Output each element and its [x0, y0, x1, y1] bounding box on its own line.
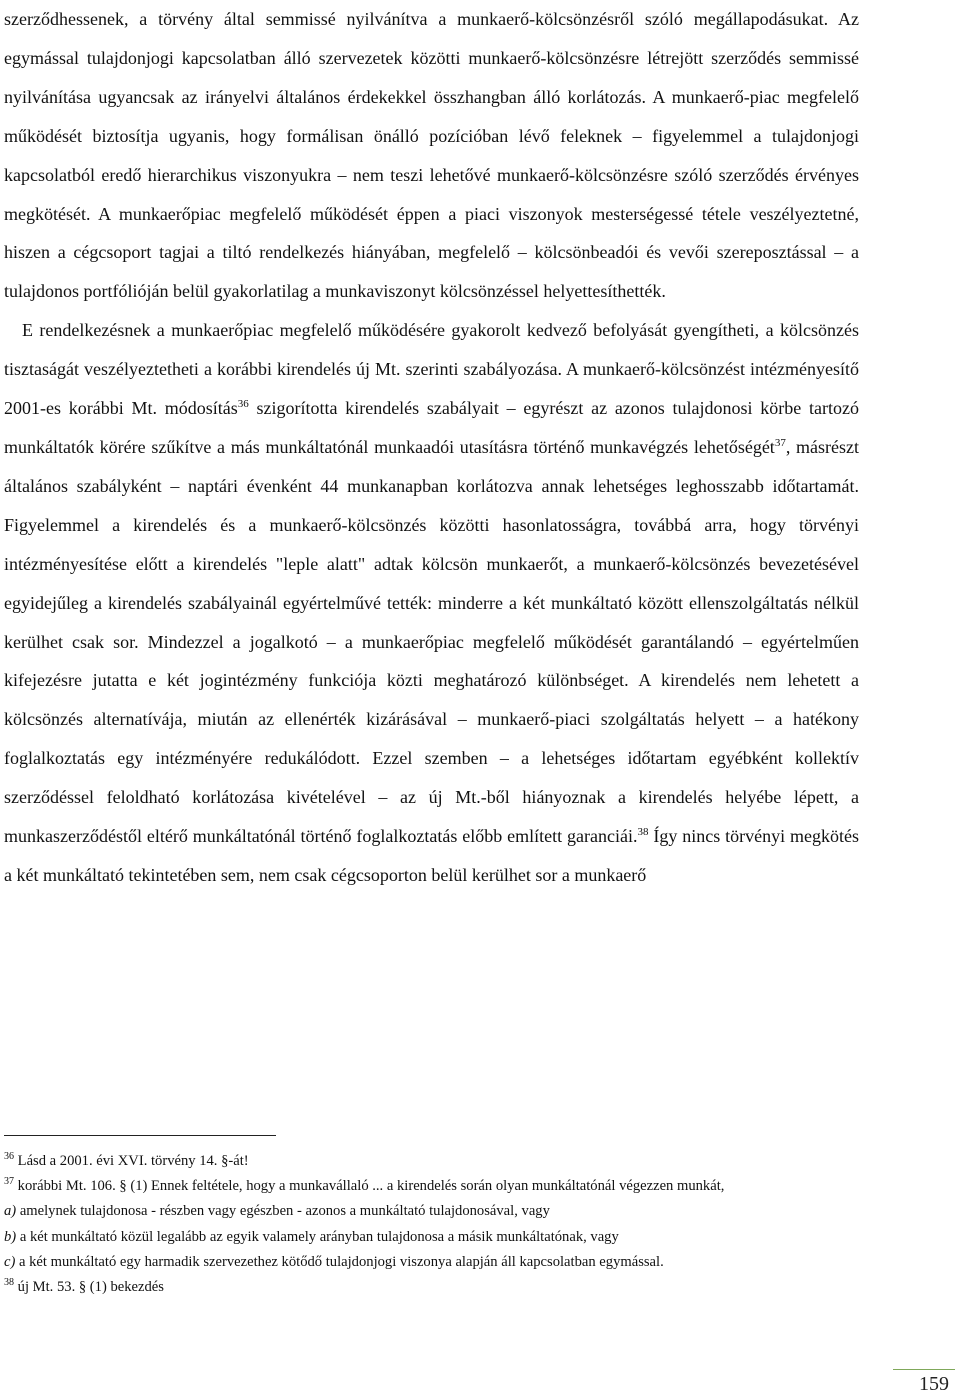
footnote-37-item-b: [4, 1225, 859, 1250]
footnote-ref-36[interactable]: 36: [237, 398, 249, 411]
footnote-number: 36: [4, 1151, 14, 1162]
item-label: a): [4, 1203, 17, 1220]
item-text: a két munkáltató egy harmadik szervezethez kötődő tulajdonjogi viszonya alapján áll kapcsolatban egymással.: [15, 1253, 664, 1270]
page-number: 159: [919, 1373, 949, 1395]
footnote-number: 37: [4, 1176, 14, 1188]
item-text: amelynek tulajdonosa - részben vagy egészben - azonos a munkáltató tulajdonosával, vagy: [16, 1203, 550, 1220]
footnote-ref-38[interactable]: 38: [637, 826, 649, 839]
paragraph-2-text-3: , másrészt általános szabályként – naptári évenként 44 munkanapban korlátozva annak lehetséges leghosszabb időtartamát. Figyelemmel a kirendelés és a munkaerő-kölcsönzés közötti hasonlatosságra, továbbá arra, hogy törvényi intézményesítése előtt a kirendelés "leple alatt" adtak kölcsön munkaerőt, a munkaerő-kölcsönzés bevezetésével egyidejűleg a kirendelés szabályainál egyértelművé tették: minderre a két munkáltató között ellenszolgáltatás nélkül kerülhet csak sor. Mindezzel a jogalkotó – a munkaerőpiac megfelelő működését garantálandó – egyértelműen kifejezésre jutatta e két jogintézmény funkciója közti meghatározó különbséget. A kirendelés nem lehetett a kölcsönzés alternatívája, miután az ellenérték kizárásával – munkaerő-piaci szolgáltatás helyett – a hatékony foglalkoztatás egy intézményére redukálódott. Ezzel szemben – a lehetséges időtartam egyébként kollektív szerződéssel feloldható korlátozása kivételével – az új Mt.-ből hiányoznak a kirendelés helyébe lépett, a munkaszerződéstől eltérő munkáltatónál történő foglalkoztatás előbb említett garanciái.: [4, 436, 859, 847]
paragraph-2: [4, 311, 859, 895]
footnote-text: új Mt. 53. § (1) bekezdés: [14, 1279, 164, 1296]
item-label: b): [4, 1228, 17, 1245]
footnote-36: [4, 1149, 859, 1174]
footnotes: [4, 1149, 859, 1300]
paragraph-1: [4, 0, 859, 311]
footnote-text: Lásd a 2001. évi XVI. törvény 14. §-át!: [14, 1153, 249, 1169]
page-number-rule: [893, 1369, 955, 1370]
item-label: c): [4, 1253, 16, 1270]
footnote-ref-37[interactable]: 37: [774, 436, 786, 449]
footnote-number: 38: [4, 1277, 14, 1289]
paragraph-2-text-2: szigorította kirendelés szabályait – egyrészt az azonos tulajdonosi körbe tartozó munkáltatók körére szűkítve a más munkáltatónál munkaadói utasításra történő munkavégzés lehetőségét: [4, 398, 860, 457]
footnote-text: korábbi Mt. 106. § (1) Ennek feltétele, hogy a munkavállaló ... a kirendelés során olyan munkáltatónál végezzen munkát,: [14, 1178, 725, 1195]
footnote-38: [4, 1275, 859, 1300]
paragraph-1-text: szerződhessenek, a törvény által semmissé nyilvánítva a munkaerő-kölcsönzésről szóló megállapodásukat. Az egymással tulajdonjogi kapcsolatban álló szervezetek közötti munkaerő-kölcsönzésre létrejött szerződés semmissé nyilvánítása ugyancsak az irányelvi általános érdekekkel összhangban álló korlátozás. A munkaerő-piac megfelelő működését biztosítja ugyanis, hogy formálisan önálló pozícióban lévő feleknek – figyelemmel a tulajdonjogi kapcsolatból eredő hierarchikus viszonyukra – nem teszi lehetővé munkaerő-kölcsönzésre szóló szerződés érvényes megkötését. A munkaerőpiac megfelelő működését éppen a piaci viszonyok mesterségessé tétele veszélyeztetné, hiszen a cégcsoport tagjai a tiltó rendelkezés hiányában, megfelelő – kölcsönbeadói és vevői szereposztással – a tulajdonos portfólióján belül gyakorlatilag a munkaviszonyt kölcsönzéssel helyettesíthették.: [4, 9, 859, 302]
item-text: a két munkáltató közül legalább az egyik valamely arányban tulajdonosa a másik munkáltatónak, vagy: [16, 1228, 619, 1245]
footnote-37-item-a: [4, 1199, 859, 1224]
footnote-37: [4, 1174, 859, 1199]
paragraph-2-text-4: Így nincs törvényi megkötés a két munkáltató tekintetében sem, nem csak cégcsoporton belül kerülhet sor a munkaerő: [4, 826, 859, 885]
paragraph-2-text-1: E rendelkezésnek a munkaerőpiac megfelelő működésére gyakorolt kedvező befolyását gyengítheti, a kölcsönzés tisztaságát veszélyeztetheti a korábbi kirendelés új Mt. szerinti szabályozása. A munkaerő-kölcsönzést intézményesítő 2001-es korábbi Mt. módosítás: [4, 320, 859, 419]
footnote-37-item-c: [4, 1250, 859, 1275]
footnote-separator: [4, 1135, 276, 1136]
body-text: [4, 0, 859, 895]
